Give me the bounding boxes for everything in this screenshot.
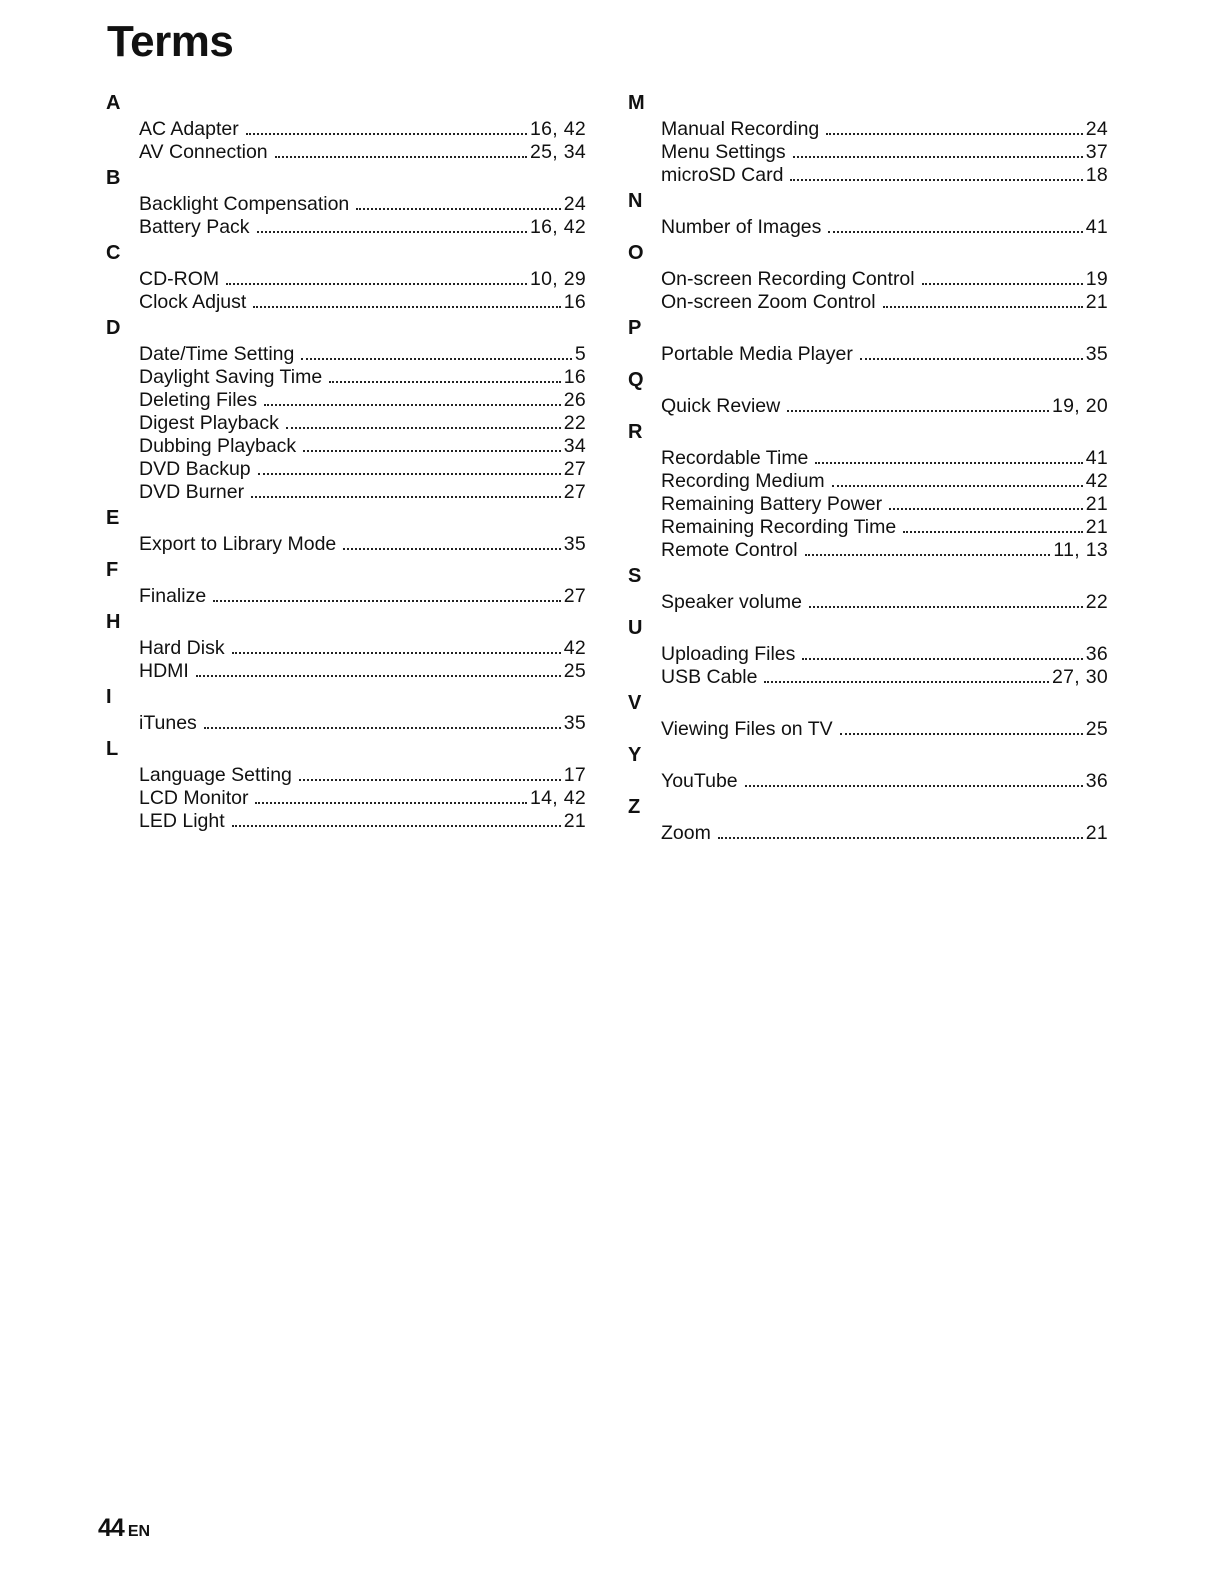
index-entry — [139, 764, 586, 787]
index-entry — [661, 164, 1108, 187]
entry-pages: 24 — [563, 193, 586, 215]
entry-term: Dubbing Playback — [139, 435, 297, 457]
entry-pages: 24 — [1085, 118, 1108, 140]
section-letter: O — [628, 242, 644, 264]
entry-term: Viewing Files on TV — [661, 718, 833, 740]
entry-pages: 36 — [1085, 770, 1108, 792]
section-letter: D — [106, 317, 121, 339]
dot-leader — [232, 825, 561, 827]
dot-leader — [204, 727, 561, 729]
section-letter: N — [628, 190, 643, 212]
entry-list — [626, 118, 1108, 187]
index-section — [104, 504, 586, 556]
entry-pages: 42 — [563, 637, 586, 659]
entry-list — [104, 533, 586, 556]
entry-term: DVD Backup — [139, 458, 251, 480]
index-section — [104, 164, 586, 239]
dot-leader — [883, 306, 1083, 308]
entry-pages: 41 — [1085, 447, 1108, 469]
index-entry — [661, 447, 1108, 470]
index-entry — [139, 141, 586, 164]
dot-leader — [860, 358, 1083, 360]
entry-pages: 27 — [563, 481, 586, 503]
dot-leader — [828, 231, 1082, 233]
entry-list — [626, 216, 1108, 239]
entry-term: Battery Pack — [139, 216, 250, 238]
entry-pages: 21 — [1085, 291, 1108, 313]
index-entry — [139, 585, 586, 608]
entry-list — [626, 718, 1108, 741]
dot-leader — [840, 733, 1083, 735]
dot-leader — [275, 156, 527, 158]
index-entry — [661, 470, 1108, 493]
index-entry — [661, 141, 1108, 164]
entry-term: LCD Monitor — [139, 787, 249, 809]
index-entry — [661, 516, 1108, 539]
entry-list — [626, 770, 1108, 793]
entry-term: Backlight Compensation — [139, 193, 350, 215]
dot-leader — [832, 485, 1083, 487]
page-footer — [98, 1514, 150, 1543]
entry-pages: 26 — [563, 389, 586, 411]
entry-term: Daylight Saving Time — [139, 366, 323, 388]
dot-leader — [286, 427, 561, 429]
entry-pages: 36 — [1085, 643, 1108, 665]
dot-leader — [196, 675, 561, 677]
entry-pages: 21 — [563, 810, 586, 832]
dot-leader — [329, 381, 561, 383]
entry-list — [626, 591, 1108, 614]
index-entry — [139, 412, 586, 435]
dot-leader — [764, 681, 1049, 683]
entry-pages: 19, 20 — [1051, 395, 1108, 417]
dot-leader — [356, 208, 560, 210]
dot-leader — [253, 306, 560, 308]
index-section — [626, 366, 1108, 418]
entry-list — [104, 118, 586, 164]
dot-leader — [246, 133, 527, 135]
dot-leader — [255, 802, 527, 804]
entry-list — [104, 343, 586, 504]
page-title: Terms — [107, 17, 234, 66]
entry-pages: 22 — [563, 412, 586, 434]
entry-term: Clock Adjust — [139, 291, 247, 313]
index-entry — [139, 810, 586, 833]
index-entry — [139, 216, 586, 239]
entry-pages: 21 — [1085, 493, 1108, 515]
index-entry — [661, 118, 1108, 141]
entry-term: DVD Burner — [139, 481, 245, 503]
section-letter: C — [106, 242, 121, 264]
section-letter: S — [628, 565, 642, 587]
entry-pages: 34 — [563, 435, 586, 457]
dot-leader — [258, 473, 561, 475]
dot-leader — [718, 837, 1083, 839]
index-section — [104, 314, 586, 504]
index-entry — [661, 268, 1108, 291]
entry-term: Recording Medium — [661, 470, 825, 492]
dot-leader — [213, 600, 561, 602]
entry-term: Deleting Files — [139, 389, 258, 411]
index-entry — [139, 481, 586, 504]
entry-pages: 17 — [563, 764, 586, 786]
entry-pages: 27 — [563, 458, 586, 480]
entry-term: Remote Control — [661, 539, 798, 561]
entry-pages: 21 — [1085, 822, 1108, 844]
dot-leader — [826, 133, 1082, 135]
dot-leader — [802, 658, 1082, 660]
entry-term: USB Cable — [661, 666, 758, 688]
index-entry — [661, 666, 1108, 689]
section-letter: I — [106, 686, 112, 708]
entry-term: Menu Settings — [661, 141, 786, 163]
dot-leader — [303, 450, 561, 452]
index-section — [626, 741, 1108, 793]
index-entry — [139, 291, 586, 314]
entry-list — [626, 643, 1108, 689]
entry-term: Number of Images — [661, 216, 822, 238]
index-entry — [661, 216, 1108, 239]
index-entry — [661, 770, 1108, 793]
dot-leader — [805, 554, 1051, 556]
entry-term: Speaker volume — [661, 591, 802, 613]
index-section — [626, 418, 1108, 562]
index-entry — [139, 268, 586, 291]
dot-leader — [903, 531, 1083, 533]
entry-pages: 16, 42 — [529, 118, 586, 140]
dot-leader — [232, 652, 561, 654]
dot-leader — [790, 179, 1082, 181]
entry-list — [104, 193, 586, 239]
index-entry — [139, 366, 586, 389]
entry-term: Remaining Recording Time — [661, 516, 897, 538]
dot-leader — [815, 462, 1082, 464]
entry-term: Portable Media Player — [661, 343, 853, 365]
section-letter: U — [628, 617, 643, 639]
entry-pages: 42 — [1085, 470, 1108, 492]
index-section — [104, 683, 586, 735]
entry-list — [104, 585, 586, 608]
entry-term: AV Connection — [139, 141, 268, 163]
index-entry — [661, 343, 1108, 366]
dot-leader — [889, 508, 1083, 510]
index-entry — [661, 291, 1108, 314]
dot-leader — [922, 283, 1083, 285]
index-section — [626, 614, 1108, 689]
index-section — [626, 314, 1108, 366]
entry-term: AC Adapter — [139, 118, 239, 140]
index-section — [626, 187, 1108, 239]
entry-pages: 41 — [1085, 216, 1108, 238]
entry-pages: 16, 42 — [529, 216, 586, 238]
entry-term: microSD Card — [661, 164, 784, 186]
index-entry — [139, 533, 586, 556]
index-entry — [661, 822, 1108, 845]
dot-leader — [301, 358, 572, 360]
entry-pages: 25 — [563, 660, 586, 682]
section-letter: V — [628, 692, 642, 714]
index-section — [626, 793, 1108, 845]
entry-list — [104, 637, 586, 683]
entry-term: Uploading Files — [661, 643, 796, 665]
index-entry — [139, 637, 586, 660]
entry-pages: 21 — [1085, 516, 1108, 538]
entry-list — [104, 268, 586, 314]
index-entry — [661, 591, 1108, 614]
entry-list — [104, 712, 586, 735]
entry-pages: 19 — [1085, 268, 1108, 290]
index-entry — [661, 493, 1108, 516]
entry-pages: 35 — [563, 712, 586, 734]
section-letter: F — [106, 559, 119, 581]
entry-term: Remaining Battery Power — [661, 493, 883, 515]
dot-leader — [745, 785, 1083, 787]
entry-term: Date/Time Setting — [139, 343, 295, 365]
entry-pages: 22 — [1085, 591, 1108, 613]
index-section — [626, 89, 1108, 187]
index-section — [104, 89, 586, 164]
entry-pages: 37 — [1085, 141, 1108, 163]
entry-term: LED Light — [139, 810, 225, 832]
dot-leader — [299, 779, 561, 781]
index-section — [104, 608, 586, 683]
dot-leader — [343, 548, 560, 550]
entry-term: Quick Review — [661, 395, 781, 417]
index-section — [104, 556, 586, 608]
section-letter: L — [106, 738, 119, 760]
dot-leader — [787, 410, 1049, 412]
section-letter: Q — [628, 369, 644, 391]
entry-list — [104, 764, 586, 833]
index-column-right — [626, 89, 1108, 845]
entry-pages: 14, 42 — [529, 787, 586, 809]
entry-pages: 25 — [1085, 718, 1108, 740]
index-entry — [661, 539, 1108, 562]
index-entry — [139, 458, 586, 481]
index-entry — [139, 660, 586, 683]
dot-leader — [251, 496, 561, 498]
index-section — [626, 562, 1108, 614]
dot-leader — [264, 404, 561, 406]
entry-term: Digest Playback — [139, 412, 279, 434]
index-section — [626, 689, 1108, 741]
index-column-left — [104, 89, 586, 833]
index-entry — [661, 718, 1108, 741]
entry-pages: 35 — [563, 533, 586, 555]
entry-term: Recordable Time — [661, 447, 809, 469]
dot-leader — [257, 231, 527, 233]
index-entry — [139, 389, 586, 412]
entry-list — [626, 447, 1108, 562]
entry-term: On-screen Zoom Control — [661, 291, 876, 313]
index-entry — [661, 643, 1108, 666]
section-letter: P — [628, 317, 642, 339]
section-letter: H — [106, 611, 121, 633]
page-number: 44 — [98, 1514, 124, 1542]
dot-leader — [809, 606, 1083, 608]
entry-term: CD-ROM — [139, 268, 220, 290]
entry-pages: 5 — [574, 343, 586, 365]
index-entry — [661, 395, 1108, 418]
index-entry — [139, 787, 586, 810]
entry-pages: 16 — [563, 366, 586, 388]
index-entry — [139, 118, 586, 141]
dot-leader — [226, 283, 527, 285]
entry-pages: 10, 29 — [529, 268, 586, 290]
entry-pages: 18 — [1085, 164, 1108, 186]
section-letter: B — [106, 167, 121, 189]
index-entry — [139, 193, 586, 216]
entry-term: On-screen Recording Control — [661, 268, 915, 290]
entry-term: Zoom — [661, 822, 711, 844]
entry-term: Language Setting — [139, 764, 292, 786]
entry-list — [626, 268, 1108, 314]
entry-term: Export to Library Mode — [139, 533, 337, 555]
section-letter: Z — [628, 796, 641, 818]
index-section — [104, 239, 586, 314]
section-letter: R — [628, 421, 643, 443]
entry-list — [626, 395, 1108, 418]
entry-term: Finalize — [139, 585, 207, 607]
index-entry — [139, 435, 586, 458]
entry-term: iTunes — [139, 712, 197, 734]
index-section — [104, 735, 586, 833]
index-entry — [139, 343, 586, 366]
section-letter: E — [106, 507, 120, 529]
entry-list — [626, 343, 1108, 366]
entry-term: HDMI — [139, 660, 189, 682]
index-section — [626, 239, 1108, 314]
page-language: EN — [127, 1523, 151, 1540]
entry-pages: 25, 34 — [529, 141, 586, 163]
entry-term: YouTube — [661, 770, 738, 792]
entry-pages: 11, 13 — [1053, 539, 1108, 561]
entry-pages: 35 — [1085, 343, 1108, 365]
dot-leader — [793, 156, 1083, 158]
index-entry — [139, 712, 586, 735]
entry-pages: 16 — [563, 291, 586, 313]
entry-pages: 27 — [563, 585, 586, 607]
entry-pages: 27, 30 — [1051, 666, 1108, 688]
entry-list — [626, 822, 1108, 845]
entry-term: Manual Recording — [661, 118, 820, 140]
section-letter: A — [106, 92, 121, 114]
section-letter: Y — [628, 744, 642, 766]
entry-term: Hard Disk — [139, 637, 225, 659]
section-letter: M — [628, 92, 645, 114]
